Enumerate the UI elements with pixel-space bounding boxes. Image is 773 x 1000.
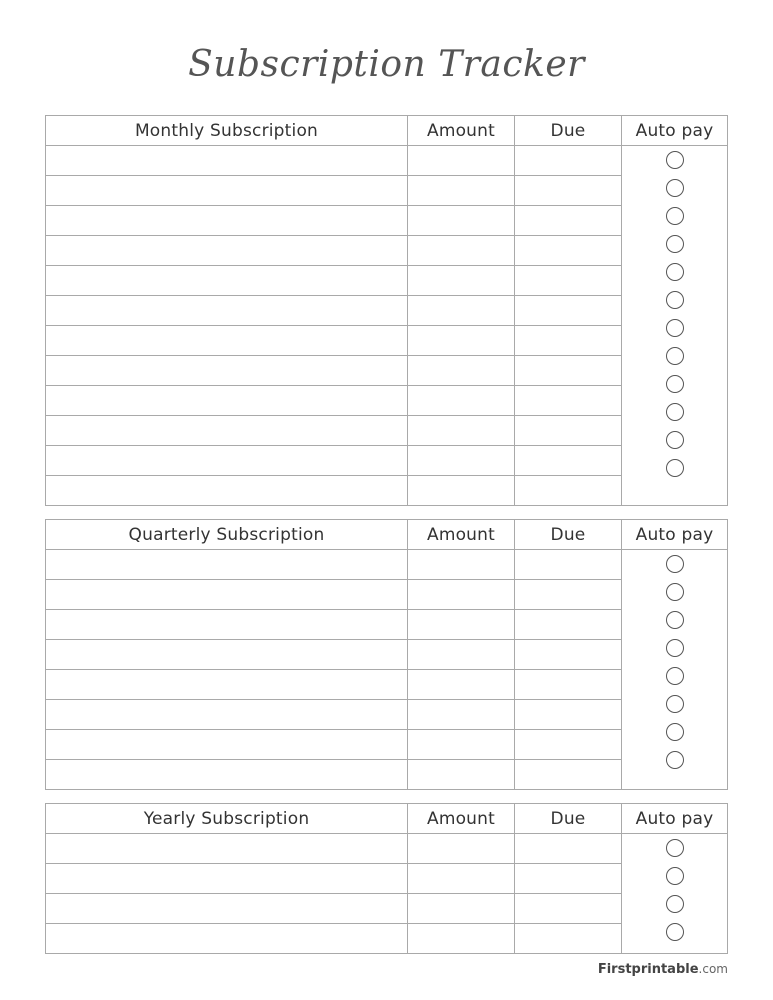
- autopay-column: [622, 834, 728, 954]
- amount-cell[interactable]: [408, 580, 515, 610]
- amount-cell[interactable]: [408, 326, 515, 356]
- amount-cell[interactable]: [408, 864, 515, 894]
- name-cell[interactable]: [46, 176, 408, 206]
- amount-cell[interactable]: [408, 206, 515, 236]
- name-cell[interactable]: [46, 760, 408, 790]
- brand-domain: .com: [698, 962, 728, 976]
- autopay-checkbox[interactable]: [666, 235, 684, 253]
- name-cell[interactable]: [46, 386, 408, 416]
- name-cell[interactable]: [46, 206, 408, 236]
- name-cell[interactable]: [46, 864, 408, 894]
- due-cell[interactable]: [515, 700, 622, 730]
- autopay-checkbox[interactable]: [666, 895, 684, 913]
- monthly-amount-header: Amount: [408, 116, 515, 146]
- amount-cell[interactable]: [408, 640, 515, 670]
- autopay-checkbox[interactable]: [666, 611, 684, 629]
- name-cell[interactable]: [46, 924, 408, 954]
- autopay-checkbox[interactable]: [666, 291, 684, 309]
- autopay-checkbox[interactable]: [666, 207, 684, 225]
- amount-cell[interactable]: [408, 266, 515, 296]
- table-row: [46, 834, 728, 864]
- amount-cell[interactable]: [408, 730, 515, 760]
- autopay-checkbox[interactable]: [666, 263, 684, 281]
- due-cell[interactable]: [515, 296, 622, 326]
- monthly-autopay-header: Auto pay: [622, 116, 728, 146]
- name-cell[interactable]: [46, 266, 408, 296]
- autopay-checkbox[interactable]: [666, 723, 684, 741]
- name-cell[interactable]: [46, 476, 408, 506]
- due-cell[interactable]: [515, 640, 622, 670]
- amount-cell[interactable]: [408, 550, 515, 580]
- amount-cell[interactable]: [408, 416, 515, 446]
- due-cell[interactable]: [515, 924, 622, 954]
- monthly-table: [45, 115, 728, 506]
- autopay-checkbox[interactable]: [666, 751, 684, 769]
- amount-cell[interactable]: [408, 146, 515, 176]
- monthly-heading: Monthly Subscription: [46, 116, 408, 146]
- name-cell[interactable]: [46, 146, 408, 176]
- yearly-due-header: Due: [515, 804, 622, 834]
- brand-footer: [598, 962, 728, 977]
- due-cell[interactable]: [515, 416, 622, 446]
- amount-cell[interactable]: [408, 236, 515, 266]
- autopay-checkbox[interactable]: [666, 923, 684, 941]
- brand-name: Firstprintable: [597, 962, 699, 977]
- amount-cell[interactable]: [408, 476, 515, 506]
- due-cell[interactable]: [515, 236, 622, 266]
- name-cell[interactable]: [46, 416, 408, 446]
- autopay-checkbox[interactable]: [666, 319, 684, 337]
- name-cell[interactable]: [46, 326, 408, 356]
- page-title: Subscription Tracker: [188, 44, 585, 85]
- autopay-checkbox[interactable]: [666, 639, 684, 657]
- yearly-table: [45, 803, 728, 954]
- yearly-heading: Yearly Subscription: [46, 804, 408, 834]
- due-cell[interactable]: [515, 670, 622, 700]
- name-cell[interactable]: [46, 670, 408, 700]
- amount-cell[interactable]: [408, 760, 515, 790]
- due-cell[interactable]: [515, 176, 622, 206]
- due-cell[interactable]: [515, 326, 622, 356]
- name-cell[interactable]: [46, 894, 408, 924]
- due-cell[interactable]: [515, 206, 622, 236]
- due-cell[interactable]: [515, 730, 622, 760]
- due-cell[interactable]: [515, 266, 622, 296]
- autopay-checkbox[interactable]: [666, 431, 684, 449]
- autopay-column: [622, 550, 728, 790]
- name-cell[interactable]: [46, 550, 408, 580]
- autopay-column: [622, 146, 728, 506]
- autopay-checkbox[interactable]: [666, 459, 684, 477]
- due-cell[interactable]: [515, 580, 622, 610]
- due-cell[interactable]: [515, 446, 622, 476]
- name-cell[interactable]: [46, 236, 408, 266]
- autopay-checkbox[interactable]: [666, 375, 684, 393]
- name-cell[interactable]: [46, 730, 408, 760]
- name-cell[interactable]: [46, 610, 408, 640]
- monthly-due-header: Due: [515, 116, 622, 146]
- due-cell[interactable]: [515, 356, 622, 386]
- autopay-checkbox[interactable]: [666, 867, 684, 885]
- quarterly-table: [45, 519, 728, 790]
- autopay-checkbox[interactable]: [666, 839, 684, 857]
- amount-cell[interactable]: [408, 894, 515, 924]
- autopay-checkbox[interactable]: [666, 667, 684, 685]
- autopay-checkbox[interactable]: [666, 555, 684, 573]
- amount-cell[interactable]: [408, 176, 515, 206]
- name-cell[interactable]: [46, 356, 408, 386]
- table-row: [46, 146, 728, 176]
- quarterly-amount-header: Amount: [408, 520, 515, 550]
- amount-cell[interactable]: [408, 296, 515, 326]
- quarterly-autopay-header: Auto pay: [622, 520, 728, 550]
- due-cell[interactable]: [515, 760, 622, 790]
- name-cell[interactable]: [46, 580, 408, 610]
- amount-cell[interactable]: [408, 610, 515, 640]
- autopay-checkbox[interactable]: [666, 403, 684, 421]
- amount-cell[interactable]: [408, 924, 515, 954]
- due-cell[interactable]: [515, 146, 622, 176]
- autopay-checkbox[interactable]: [666, 583, 684, 601]
- amount-cell[interactable]: [408, 700, 515, 730]
- amount-cell[interactable]: [408, 670, 515, 700]
- table-row: [46, 550, 728, 580]
- due-cell[interactable]: [515, 610, 622, 640]
- yearly-amount-header: Amount: [408, 804, 515, 834]
- due-cell[interactable]: [515, 894, 622, 924]
- due-cell[interactable]: [515, 550, 622, 580]
- quarterly-due-header: Due: [515, 520, 622, 550]
- amount-cell[interactable]: [408, 386, 515, 416]
- amount-cell[interactable]: [408, 446, 515, 476]
- name-cell[interactable]: [46, 296, 408, 326]
- name-cell[interactable]: [46, 446, 408, 476]
- autopay-checkbox[interactable]: [666, 695, 684, 713]
- name-cell[interactable]: [46, 834, 408, 864]
- name-cell[interactable]: [46, 700, 408, 730]
- due-cell[interactable]: [515, 834, 622, 864]
- autopay-checkbox[interactable]: [666, 347, 684, 365]
- yearly-autopay-header: Auto pay: [622, 804, 728, 834]
- name-cell[interactable]: [46, 640, 408, 670]
- amount-cell[interactable]: [408, 834, 515, 864]
- amount-cell[interactable]: [408, 356, 515, 386]
- autopay-checkbox[interactable]: [666, 151, 684, 169]
- autopay-checkbox[interactable]: [666, 179, 684, 197]
- due-cell[interactable]: [515, 386, 622, 416]
- quarterly-heading: Quarterly Subscription: [46, 520, 408, 550]
- due-cell[interactable]: [515, 476, 622, 506]
- due-cell[interactable]: [515, 864, 622, 894]
